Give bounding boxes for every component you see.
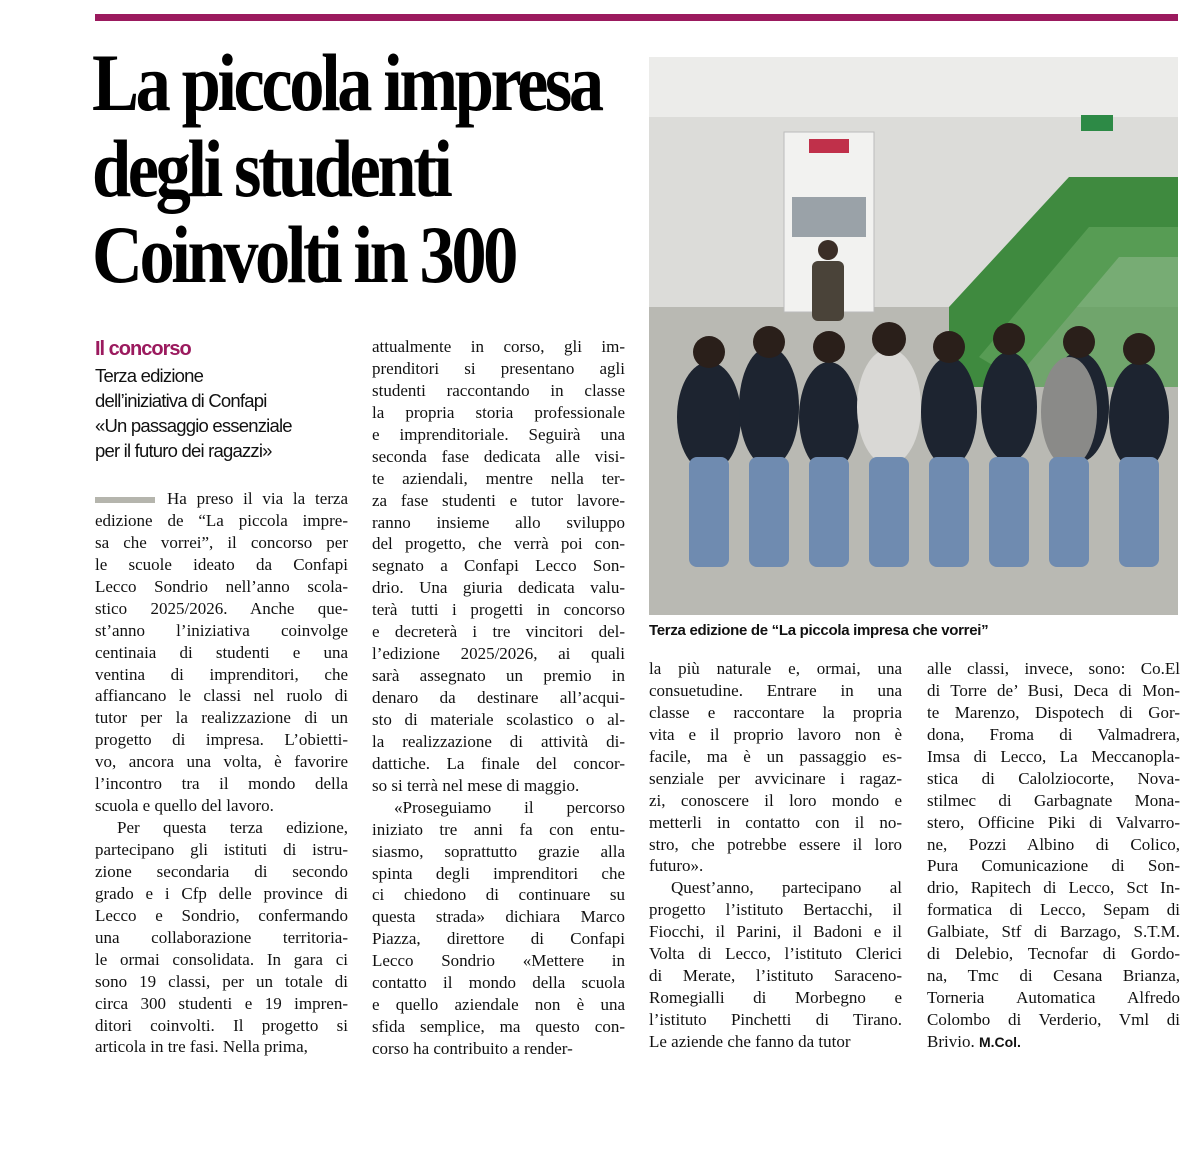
text-line-content: Volta di Lecco, l’istituto Clerici [649, 944, 902, 964]
text-line [372, 863, 625, 885]
text-line-content: stica di Calolziocorte, Nova- [927, 768, 1180, 788]
text-line-content: l’incontro tra il mondo della [95, 774, 348, 794]
section-rule [95, 14, 1178, 21]
text-line-content: Imsa di Lecco, La Meccanopla- [927, 746, 1180, 766]
text-line-content: la propria storia professionale [372, 402, 625, 422]
text-line-content: drio, Rapitech di Lecco, Sct In- [927, 878, 1180, 898]
text-line [95, 817, 348, 839]
headline-line: La piccola impresa [92, 37, 601, 128]
photo-caption: Terza edizione de “La piccola impresa che vorrei” [649, 622, 989, 639]
text-line-content: futuro». [649, 856, 704, 876]
text-line [927, 877, 1180, 899]
text-line-content: formatica di Lecco, Sepam di [927, 900, 1180, 920]
text-line-content: so si terrà nel mese di maggio. [372, 775, 580, 795]
text-line-content: progetto di impresa. L’obietti- [95, 730, 348, 750]
text-line-content: te Marenzo, Dispotech di Gor- [927, 702, 1180, 722]
text-line [649, 987, 902, 1009]
text-line-content: l’edizione 2025/2026, ai quali [372, 644, 625, 664]
text-line [649, 1009, 902, 1031]
text-line [95, 532, 348, 554]
text-line [649, 877, 902, 899]
text-line [372, 972, 625, 994]
text-line [372, 841, 625, 863]
text-line [95, 642, 348, 664]
text-line [927, 724, 1180, 746]
text-line [927, 790, 1180, 812]
text-line [95, 971, 348, 993]
text-line [95, 751, 348, 773]
text-line-content: drio. Una giuria dedicata valu- [372, 578, 625, 598]
text-line-content: stilmec di Garbagnate Mona- [927, 790, 1180, 810]
subheadline [95, 363, 355, 463]
text-line-content: seconda fase dedicata alle visi- [372, 446, 625, 466]
text-line [649, 965, 902, 987]
text-line [95, 1036, 348, 1058]
text-line [927, 899, 1180, 921]
text-line-content: «Proseguiamo il percorso [394, 797, 625, 817]
text-line-content: e decreterà i tre vincitori del- [372, 622, 625, 642]
text-line-content: sarà assegnato un premio in [372, 666, 625, 686]
text-line-content: facile, ma è un passaggio es- [649, 746, 902, 766]
text-line-content: alle classi, invece, sono: Co.El [927, 659, 1180, 678]
text-line [372, 731, 625, 753]
text-line [372, 884, 625, 906]
text-line-content: le ormai consolidata. In gara ci [95, 949, 348, 969]
text-line-content: Piazza, direttore di Confapi [372, 929, 625, 949]
text-line [95, 510, 348, 532]
text-line-content: zi, conoscere il loro mondo e [649, 790, 902, 810]
text-line-content: na, Tmc di Cesana Brianza, [927, 966, 1180, 986]
text-line [95, 949, 348, 971]
text-line [372, 906, 625, 928]
text-line [649, 680, 902, 702]
text-line [649, 658, 902, 680]
text-line-content: spinta degli imprenditori che [372, 863, 625, 883]
text-line [649, 943, 902, 965]
text-line [927, 702, 1180, 724]
text-line [372, 709, 625, 731]
article-photo [649, 57, 1178, 615]
text-line-content: stro, che potrebbe essere il loro [649, 834, 902, 854]
text-line-content: Lecco e Sondrio, confermando [95, 905, 348, 925]
text-line-content: stero, Officine Piki di Valvarro- [927, 812, 1180, 832]
text-line [372, 446, 625, 468]
text-line-content: sa che vorrei”, il concorso per [95, 532, 348, 552]
text-line-content: te aziendali, mentre nella ter- [372, 468, 625, 488]
text-line [927, 680, 1180, 702]
text-line [927, 1031, 1180, 1053]
text-line-content: vo, ancora una volta, è favorire [95, 752, 348, 772]
text-line [927, 987, 1180, 1009]
text-line-content: articola in tre fasi. Nella prima, [95, 1037, 308, 1057]
text-line [649, 702, 902, 724]
text-line [927, 768, 1180, 790]
text-line [649, 855, 902, 877]
text-line-content: attualmente in corso, gli im- [372, 337, 625, 356]
text-line [372, 1038, 625, 1060]
text-line-content: sono 19 classi, per un totale di [95, 971, 348, 991]
text-line [372, 533, 625, 555]
text-line-content: e quello aziendale non è una [372, 995, 625, 1015]
article-column-4 [927, 658, 1180, 1053]
text-line [372, 599, 625, 621]
subhead-line: per il futuro dei ragazzi» [95, 440, 272, 461]
text-line-content: Colombo di Verderio, Vml di [927, 1010, 1180, 1029]
text-line [372, 424, 625, 446]
text-line-content: di Merate, l’istituto Saraceno- [649, 966, 902, 986]
text-line-content: una collaborazione territoria- [95, 927, 348, 947]
text-line-content: Fiocchi, il Parini, il Badoni e il [649, 922, 902, 942]
text-line-content: siasmo, soprattutto grazie alla [372, 841, 625, 861]
text-line [95, 707, 348, 729]
text-line-content: contatto il mondo della scuola [372, 973, 625, 993]
text-line-content: Per questa terza edizione, [117, 818, 348, 838]
text-line-content: Galbiate, Stf di Barzago, S.T.M. [927, 922, 1180, 942]
subhead-line: dell’iniziativa di Confapi [95, 390, 267, 411]
text-line [95, 554, 348, 576]
text-line [372, 994, 625, 1016]
article-column-1 [95, 488, 348, 1058]
text-line [95, 598, 348, 620]
text-line [927, 658, 1180, 680]
text-line [95, 576, 348, 598]
text-line-content: sto di materiale scolastico o al- [372, 709, 625, 729]
text-line-content: scuola e quello del lavoro. [95, 796, 274, 816]
text-line-content: partecipano gli istituti di istru- [95, 840, 348, 859]
text-line [95, 773, 348, 795]
headline-line: degli studenti [92, 123, 450, 214]
text-line [95, 795, 348, 817]
text-line [372, 665, 625, 687]
text-line-content: questa strada» dichiara Marco [372, 907, 625, 927]
text-line-content: st’anno l’iniziativa coinvolge [95, 620, 348, 640]
text-line [95, 729, 348, 751]
text-line [927, 855, 1180, 877]
text-line-content: tutor per la realizzazione di un [95, 708, 348, 728]
text-line-content: le scuole ideato da Confapi [95, 554, 348, 574]
text-line-content: iniziato tre anni fa con entu- [372, 819, 625, 839]
text-line-content: senziale per avvicinare i ragaz- [649, 768, 902, 788]
text-line-content: Le aziende che fanno da tutor [649, 1031, 851, 1051]
kicker: Il concorso [95, 338, 191, 360]
text-line-content: terà tutti i progetti in concorso [372, 600, 625, 620]
text-line-content: circa 300 studenti e 19 impren- [95, 993, 348, 1013]
text-line-content: ventina di imprenditori, che [95, 664, 348, 684]
text-line [95, 905, 348, 927]
text-line [927, 965, 1180, 987]
text-line [372, 950, 625, 972]
text-line-content: la più naturale e, ormai, una [649, 659, 902, 678]
text-line [927, 834, 1180, 856]
text-line-content: del progetto, che verrà poi con- [372, 534, 625, 554]
text-line [372, 643, 625, 665]
text-line-content: di Torre de’ Busi, Deca di Mon- [927, 680, 1180, 700]
text-line [95, 685, 348, 707]
text-line [95, 620, 348, 642]
text-line [372, 621, 625, 643]
text-line-content: segnato a Confapi Lecco Son- [372, 556, 625, 576]
text-line [372, 358, 625, 380]
text-line-content: progetto l’istituto Bertacchi, il [649, 900, 902, 920]
text-line-content: ranno insieme allo sviluppo [372, 512, 625, 532]
text-line [95, 664, 348, 686]
text-line-content: dattiche. La finale del concor- [372, 753, 625, 773]
text-line [649, 1031, 902, 1053]
text-line [372, 797, 625, 819]
text-line-content: corso ha contribuito a render- [372, 1039, 573, 1058]
text-line-content: sfida semplice, ma questo con- [372, 1017, 625, 1037]
text-line-content: stico 2025/2026. Anche que- [95, 598, 348, 618]
text-line-content: edizione de “La piccola impre- [95, 510, 348, 530]
text-line-content: prenditori si presentano agli [372, 358, 625, 378]
text-line-content: vita e il proprio lavoro non è [649, 724, 902, 744]
text-line [372, 336, 625, 358]
text-line [372, 819, 625, 841]
text-line [927, 943, 1180, 965]
text-line [372, 380, 625, 402]
text-line-content: dona, Froma di Valmadrera, [927, 724, 1180, 744]
text-line [95, 861, 348, 883]
text-line [649, 899, 902, 921]
text-line-content: centinaia di studenti e una [95, 642, 348, 662]
text-line-content: Quest’anno, partecipano al [671, 878, 902, 898]
text-line-content: di Delebio, Tecnofar di Gordo- [927, 944, 1180, 964]
text-line-content: Ha preso il via la terza [167, 489, 348, 508]
text-line [372, 402, 625, 424]
text-line [95, 839, 348, 861]
subhead-line: «Un passaggio essenziale [95, 415, 292, 436]
text-line [372, 775, 625, 797]
text-line-content: metterli in contatto con il no- [649, 812, 902, 832]
text-line [927, 1009, 1180, 1031]
text-line-content: affiancano le classi nel ruolo di [95, 686, 348, 706]
author-signature: M.Col. [978, 1033, 1021, 1050]
text-line-content: e imprenditoriale. Seguirà una [372, 424, 625, 444]
text-line [927, 921, 1180, 943]
text-line-content: denaro da destinare all’acqui- [372, 688, 625, 707]
text-line [649, 746, 902, 768]
text-line-content: za fase studenti e tutor lavore- [372, 490, 625, 510]
text-line [649, 768, 902, 790]
text-line [372, 512, 625, 534]
text-line [372, 1016, 625, 1038]
text-line [649, 724, 902, 746]
text-line-content: zione secondaria di secondo [95, 861, 348, 881]
text-line-content: Pura Comunicazione di Son- [927, 856, 1180, 876]
text-line [95, 488, 348, 510]
text-line [372, 687, 625, 709]
text-line-content: ne, Pozzi Albino di Colico, [927, 834, 1180, 854]
text-line-content: classe e raccontare la propria [649, 702, 902, 722]
text-line [649, 834, 902, 856]
text-line [95, 927, 348, 949]
text-line [649, 921, 902, 943]
text-line-content: Lecco Sondrio nell’anno scola- [95, 576, 348, 596]
photo-students-in-workshop [649, 57, 1178, 615]
lead-bar [95, 497, 155, 503]
text-line [372, 555, 625, 577]
text-line-content: ditori coinvolti. Il progetto si [95, 1015, 348, 1035]
text-line [649, 790, 902, 812]
article-column-2 [372, 336, 625, 1060]
text-line-content: studenti raccontando in classe [372, 380, 625, 400]
text-line [372, 753, 625, 775]
text-line [372, 490, 625, 512]
text-line-content: la realizzazione di attività di- [372, 731, 625, 751]
text-line-content: l’istituto Pinchetti di Tirano. [649, 1010, 902, 1029]
text-line-content: Romegialli di Morbegno e [649, 988, 902, 1008]
text-line-content: Torneria Automatica Alfredo [927, 988, 1180, 1008]
text-line [95, 883, 348, 905]
text-line [927, 746, 1180, 768]
text-line [372, 577, 625, 599]
text-line [95, 1015, 348, 1037]
headline [92, 37, 601, 300]
text-line [95, 993, 348, 1015]
text-line-content: ci chiedono di continuare su [372, 885, 625, 905]
text-line-content: Brivio. [927, 1031, 975, 1051]
text-line-content: consuetudine. Entrare in una [649, 680, 902, 700]
text-line [649, 812, 902, 834]
text-line-content: grado e i Cfp delle province di [95, 883, 348, 903]
text-line [372, 928, 625, 950]
subhead-line: Terza edizione [95, 365, 204, 386]
article-column-3 [649, 658, 902, 1053]
headline-line: Coinvolti in 300 [92, 209, 516, 300]
text-line [927, 812, 1180, 834]
text-line [372, 468, 625, 490]
text-line-content: Lecco Sondrio «Mettere in [372, 951, 625, 971]
